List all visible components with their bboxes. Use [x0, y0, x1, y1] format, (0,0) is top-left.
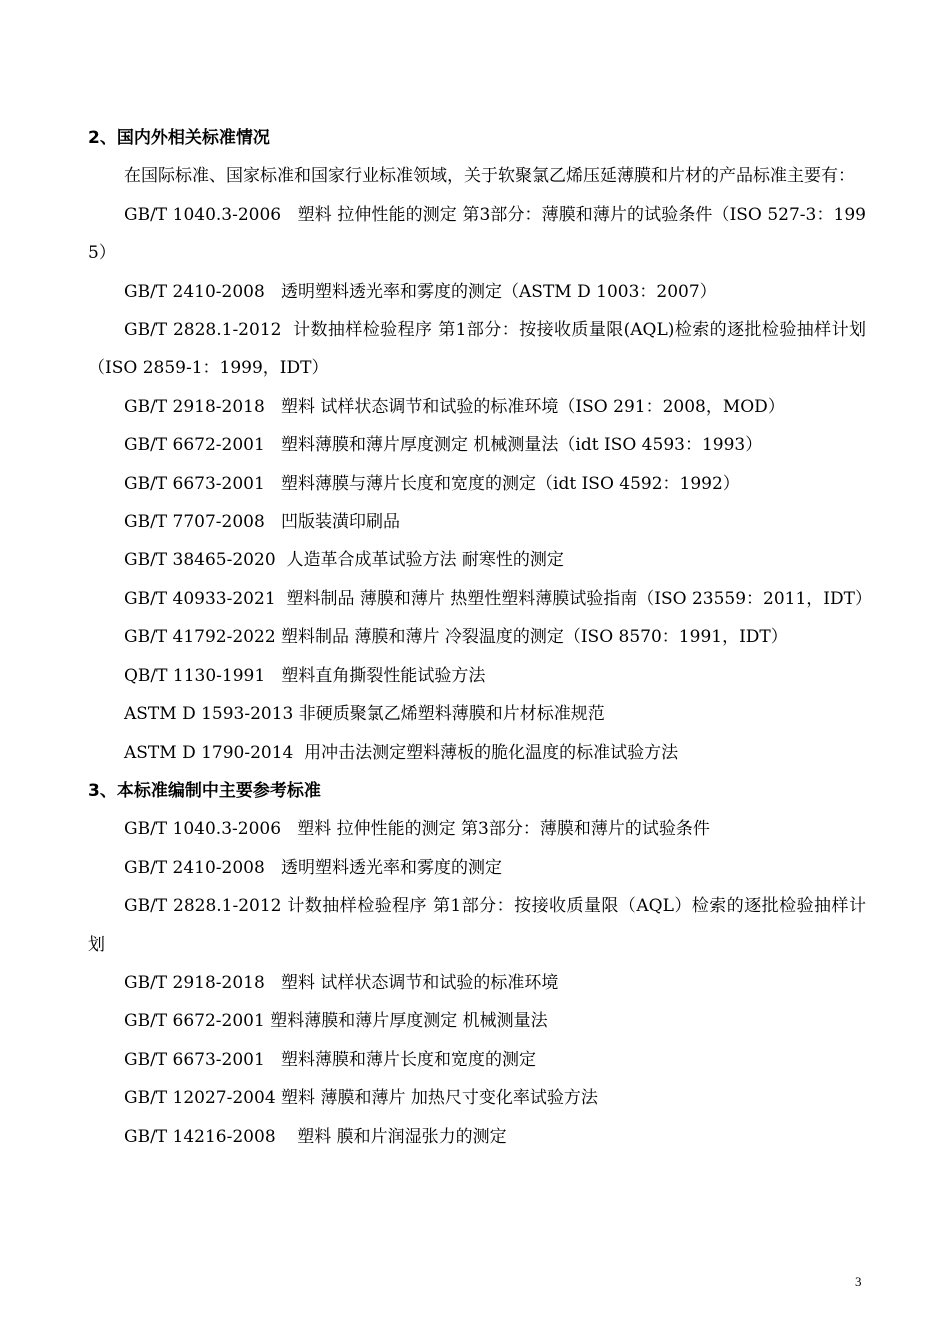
standard-item: GB/T 41792-2022 塑料制品 薄膜和薄片 冷裂温度的测定（ISO 8570：1991，IDT）: [124, 627, 788, 648]
document-body: [88, 119, 872, 1156]
page-number: 3: [855, 1274, 862, 1289]
standard-item: GB/T 38465-2020 人造革合成革试验方法 耐寒性的测定: [124, 550, 564, 571]
standard-item: GB/T 2918-2018 塑料 试样状态调节和试验的标准环境: [124, 972, 559, 993]
section-2-heading: 2、国内外相关标准情况: [88, 128, 270, 148]
section-3-standards-list: [88, 810, 866, 1156]
section-3-heading: 3、本标准编制中主要参考标准: [88, 780, 321, 801]
standard-item: GB/T 14216-2008 塑料 膜和片润湿张力的测定: [124, 1126, 507, 1147]
standard-item: GB/T 40933-2021 塑料制品 薄膜和薄片 热塑性塑料薄膜试验指南（ISO 23559：2011，IDT）: [124, 588, 872, 609]
standard-item: GB/T 6672-2001 塑料薄膜和薄片厚度测定 机械测量法（idt ISO 4593：1993）: [124, 435, 763, 456]
standard-item: GB/T 6672-2001 塑料薄膜和薄片厚度测定 机械测量法: [124, 1011, 548, 1032]
standard-item: ASTM D 1593-2013 非硬质聚氯乙烯塑料薄膜和片材标准规范: [124, 704, 605, 725]
standard-item: GB/T 1040.3-2006 塑料 拉伸性能的测定 第3部分：薄膜和薄片的试验条件（ISO 527-3：1995）: [88, 204, 866, 264]
standard-item: GB/T 2410-2008 透明塑料透光率和雾度的测定（ASTM D 1003：2007）: [124, 281, 717, 302]
section-2-intro: 在国际标准、国家标准和国家行业标准领域，关于软聚氯乙烯压延薄膜和片材的产品标准主要有：: [124, 166, 855, 187]
standard-item: GB/T 6673-2001 塑料薄膜和薄片长度和宽度的测定: [124, 1049, 537, 1070]
standard-item: QB/T 1130-1991 塑料直角撕裂性能试验方法: [124, 665, 486, 686]
standard-item: GB/T 1040.3-2006 塑料 拉伸性能的测定 第3部分：薄膜和薄片的试验条件: [124, 819, 710, 840]
standard-item: ASTM D 1790-2014 用冲击法测定塑料薄板的脆化温度的标准试验方法: [124, 742, 679, 763]
standard-item: GB/T 2828.1-2012 计数抽样检验程序 第1部分：按接收质量限(AQL)检索的逐批检验抽样计划（ISO 2859-1：1999，IDT）: [88, 320, 866, 379]
standard-item: GB/T 7707-2008 凹版装潢印刷品: [124, 512, 401, 533]
section-2-standards-list: [88, 196, 872, 772]
standard-item: GB/T 6673-2001 塑料薄膜与薄片长度和宽度的测定（idt ISO 4592：1992）: [124, 473, 740, 494]
standard-item: GB/T 2410-2008 透明塑料透光率和雾度的测定: [124, 857, 503, 878]
standard-item: GB/T 12027-2004 塑料 薄膜和薄片 加热尺寸变化率试验方法: [124, 1088, 598, 1109]
standard-item: GB/T 2828.1-2012 计数抽样检验程序 第1部分：按接收质量限（AQL）检索的逐批检验抽样计划: [88, 896, 866, 955]
standard-item: GB/T 2918-2018 塑料 试样状态调节和试验的标准环境（ISO 291：2008，MOD）: [124, 396, 785, 417]
